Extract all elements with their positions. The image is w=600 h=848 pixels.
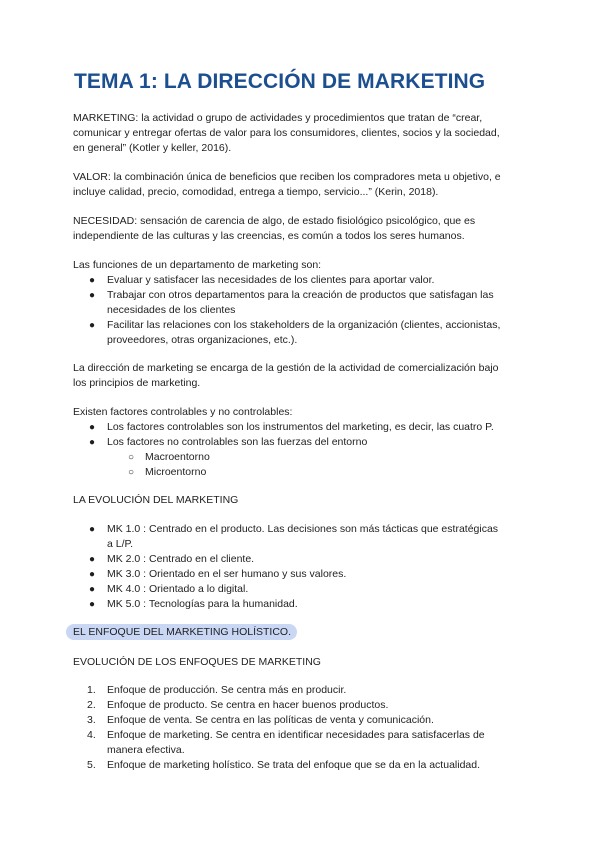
marketing-definition-line-1: MARKETING: la actividad o grupo de actividades y procedimientos que tratan de “crear,	[73, 112, 483, 124]
list-number: 5.	[87, 759, 96, 771]
marketing-definition-line-2: comunicar y entregar ofertas de valor para los consumidores, clientes, socios y la sociedad,	[73, 127, 500, 139]
bullet: ●	[89, 599, 96, 610]
bullet: ●	[89, 290, 96, 301]
page-title: TEMA 1: LA DIRECCIÓN DE MARKETING	[74, 70, 486, 93]
bullet: ●	[89, 584, 96, 595]
factores-intro: Existen factores controlables y no controlables:	[73, 406, 293, 418]
bullet: ●	[89, 524, 96, 535]
sub-list-item: Macroentorno	[145, 451, 210, 463]
list-item-continuation: a L/P.	[107, 538, 134, 550]
necesidad-definition-line-2: independiente de las culturas y las creencias, es común a todos los seres humanos.	[73, 230, 465, 242]
list-item: Enfoque de marketing holístico. Se trata del enfoque que se da en la actualidad.	[107, 759, 481, 771]
list-item: MK 1.0 : Centrado en el producto. Las decisiones son más tácticas que estratégicas	[107, 523, 499, 535]
list-number: 2.	[87, 699, 96, 711]
bullet: ●	[89, 554, 96, 565]
list-item: Enfoque de marketing. Se centra en identificar necesidades para satisfacerlas de	[107, 729, 485, 741]
bullet: ●	[89, 569, 96, 580]
list-item: Enfoque de producto. Se centra en hacer buenos productos.	[107, 699, 389, 711]
list-item-continuation: necesidades de los clientes	[107, 304, 236, 316]
sub-bullet: ○	[128, 452, 135, 463]
list-item: Enfoque de venta. Se centra en las políticas de venta y comunicación.	[107, 714, 434, 726]
sub-list-item: Microentorno	[145, 466, 207, 478]
direccion-line-1: La dirección de marketing se encarga de la gestión de la actividad de comercialización bajo	[73, 362, 499, 374]
bullet: ●	[89, 320, 96, 331]
list-number: 3.	[87, 714, 96, 726]
list-item-continuation: manera efectiva.	[107, 744, 185, 756]
list-number: 1.	[87, 684, 96, 696]
valor-definition-line-1: VALOR: la combinación única de beneficios que reciben los compradores meta u objetivo, e	[73, 171, 501, 183]
direccion-line-2: los principios de marketing.	[73, 377, 201, 389]
holistico-heading-highlight: EL ENFOQUE DEL MARKETING HOLÍSTICO.	[66, 624, 297, 640]
list-item: Evaluar y satisfacer las necesidades de los clientes para aportar valor.	[107, 274, 435, 286]
bullet: ●	[89, 422, 96, 433]
valor-definition-line-2: incluye calidad, precio, comodidad, entrega a tiempo, servicio...” (Kerin, 2018).	[73, 186, 439, 198]
enfoques-heading: EVOLUCIÓN DE LOS ENFOQUES DE MARKETING	[73, 656, 321, 668]
list-item: MK 3.0 : Orientado en el ser humano y sus valores.	[107, 568, 347, 580]
list-item: Facilitar las relaciones con los stakeholders de la organización (clientes, accionistas,	[107, 319, 501, 331]
funciones-intro: Las funciones de un departamento de marketing son:	[73, 259, 322, 271]
list-item-continuation: proveedores, otras organizaciones, etc.).	[107, 334, 298, 346]
list-number: 4.	[87, 729, 96, 741]
evolucion-heading: LA EVOLUCIÓN DEL MARKETING	[73, 494, 239, 506]
marketing-definition-line-3: en general” (Kotler y keller, 2016).	[73, 142, 232, 154]
list-item: Enfoque de producción. Se centra más en producir.	[107, 684, 347, 696]
necesidad-definition-line-1: NECESIDAD: sensación de carencia de algo, de estado fisiológico psicológico, que es	[73, 215, 476, 227]
list-item: Los factores no controlables son las fuerzas del entorno	[107, 436, 368, 448]
list-item: Trabajar con otros departamentos para la creación de productos que satisfagan las	[107, 289, 494, 301]
list-item: MK 2.0 : Centrado en el cliente.	[107, 553, 255, 565]
list-item: Los factores controlables son los instrumentos del marketing, es decir, las cuatro P.	[107, 421, 494, 433]
bullet: ●	[89, 275, 96, 286]
bullet: ●	[89, 437, 96, 448]
list-item: MK 4.0 : Orientado a lo digital.	[107, 583, 249, 595]
list-item: MK 5.0 : Tecnologías para la humanidad.	[107, 598, 298, 610]
sub-bullet: ○	[128, 467, 135, 478]
